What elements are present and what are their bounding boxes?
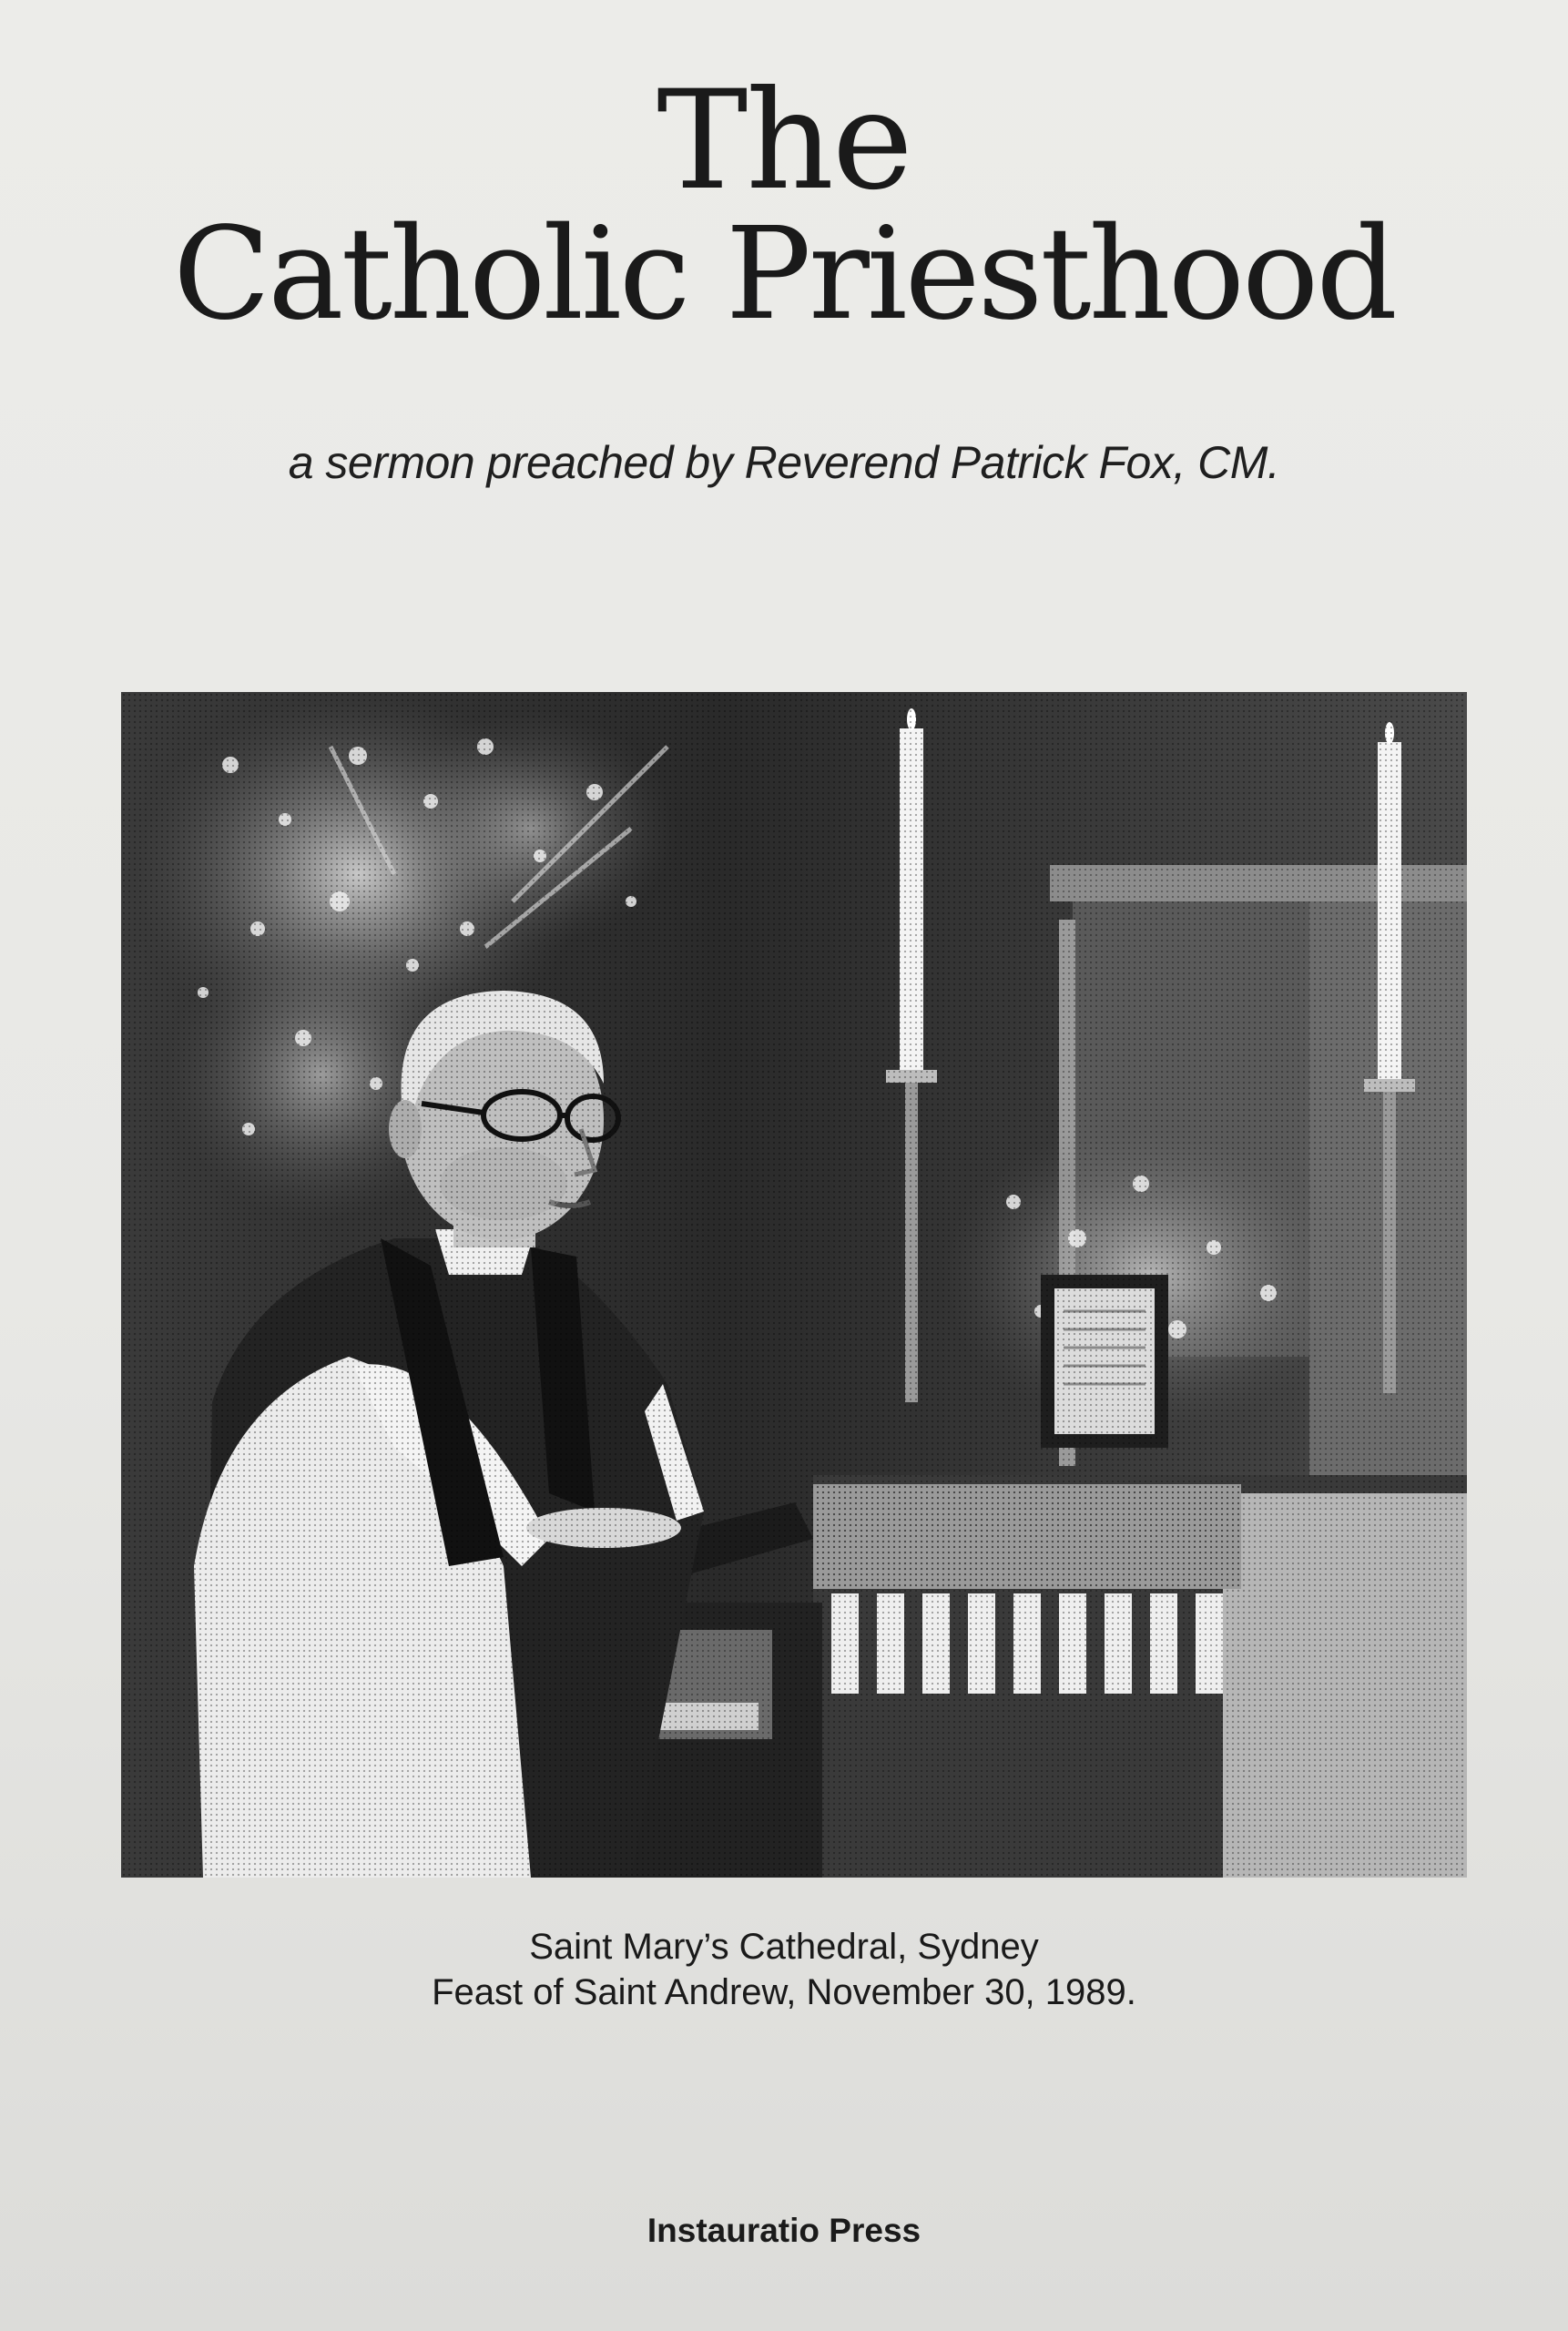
photo-caption	[0, 1924, 1568, 2015]
title-the: The	[657, 62, 911, 220]
priest-at-lectern-photo	[121, 692, 1467, 1878]
title-catholic-priesthood: Catholic Priesthood	[173, 200, 1395, 349]
publisher-name: Instauratio Press	[647, 2212, 921, 2249]
caption-location: Saint Mary’s Cathedral, Sydney	[529, 1927, 1039, 1967]
subtitle-sermon-credit: a sermon preached by Reverend Patrick Fox, CM.	[288, 437, 1280, 488]
caption-date: Feast of Saint Andrew, November 30, 1989.	[432, 1972, 1136, 2012]
